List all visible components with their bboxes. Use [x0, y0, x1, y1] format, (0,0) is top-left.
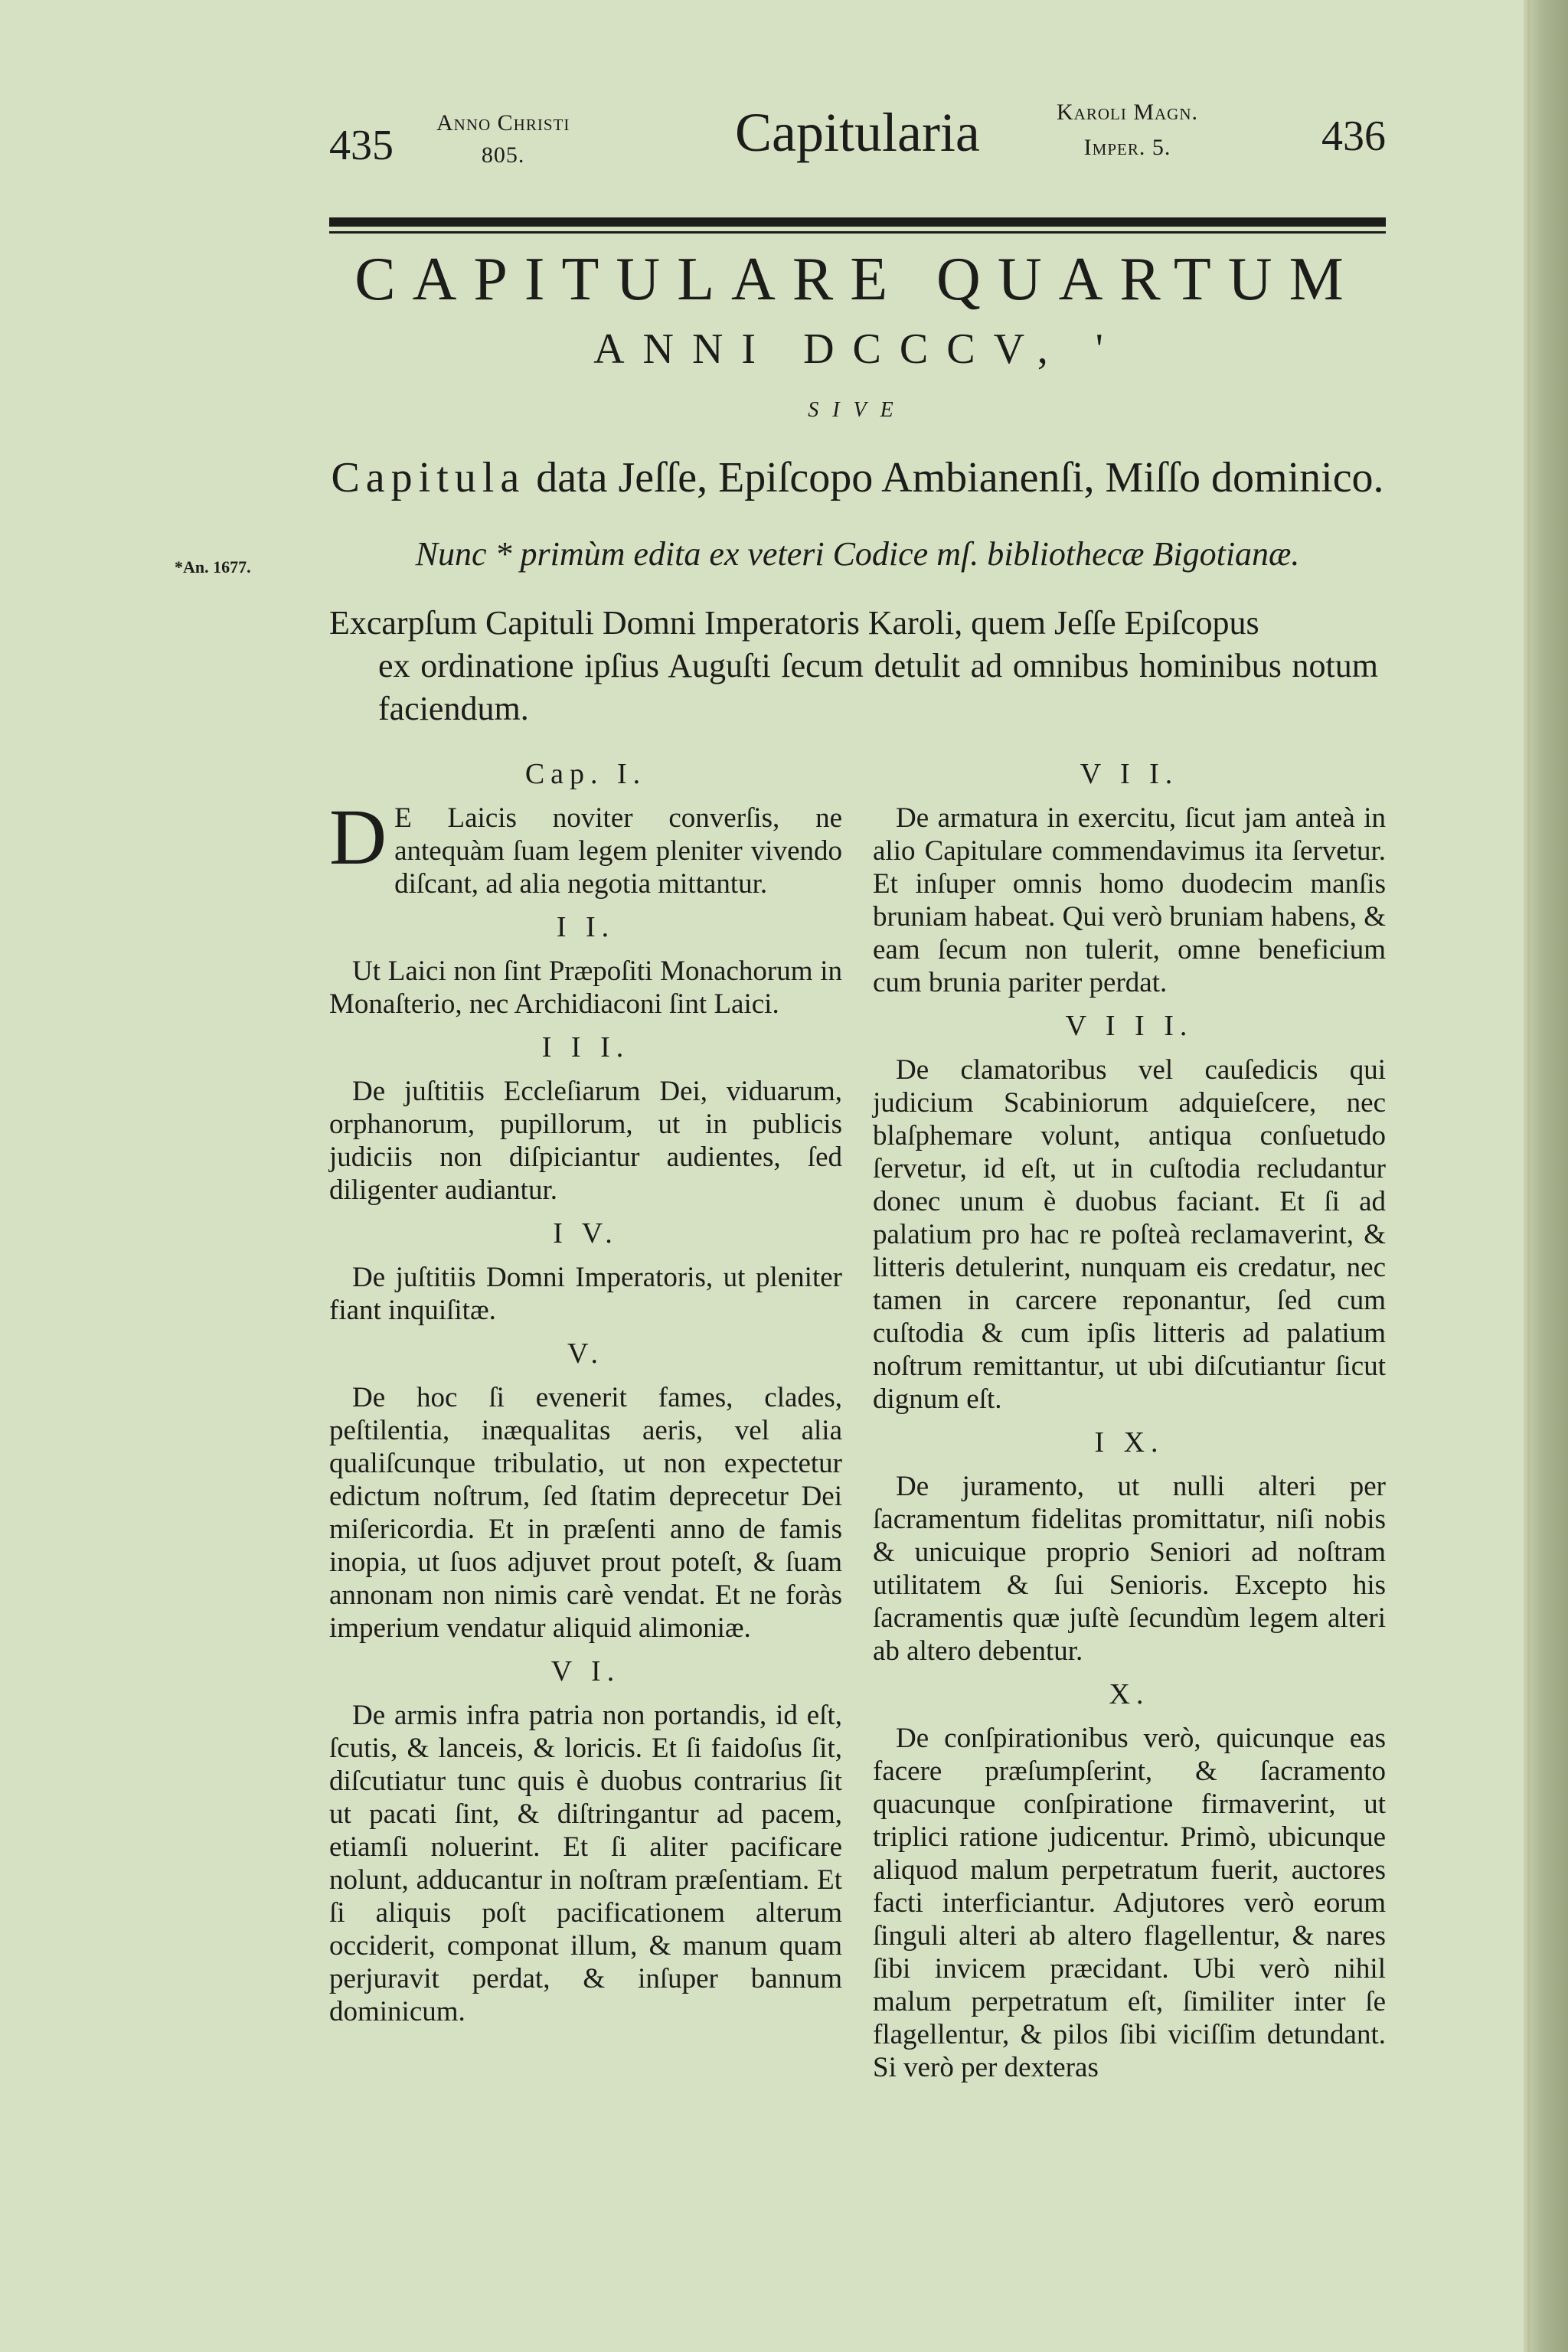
chapter-heading-9: I X. [1094, 1426, 1165, 1459]
chapter-text-1 [329, 793, 842, 900]
chapter-text-4: De juſtitiis Domni Imperatoris, ut pleniter fiant inquiſitæ. [329, 1262, 842, 1326]
chapter-heading-2: I I. [556, 911, 616, 943]
page-edge-shadow [1524, 0, 1568, 2352]
chapter-heading-1: Cap. I. [524, 758, 647, 790]
page-edge-line [1527, 0, 1530, 2352]
chapter-heading-6: V I. [550, 1655, 621, 1687]
karoli-label: Karoli Magn. [1057, 100, 1198, 125]
page-number-left: 435 [329, 122, 394, 169]
intro-continuation: ex ordinatione ipſius Auguſti ſecum detulit ad omnibus hominibus notum faciendum. [378, 647, 1378, 727]
chapter-heading-10: X. [1109, 1678, 1150, 1710]
intro-paragraph [329, 602, 1378, 730]
left-column [329, 758, 842, 2039]
chapter-text-6: De armis infra patria non portandis, id eſt, ſcutis, & lanceis, & loricis. Et ſi faidoſus ſit, diſcutiatur tunc quis è duobus contrarius ſit ut pacati ſint, & diſtringantur ad pacem, etiamſi noluerint. Et ſi aliter pacificare nolunt, adducantur in noſtram præſentiam. Et ſi aliquis poſt pacificationem alterum occiderit, componat illum, & manum quam perjuravit perdat, & inſuper bannum dominicum. [329, 1700, 842, 2027]
chapter-heading-3: I I I. [541, 1031, 630, 1063]
chapter-text-10: De conſpirationibus verò, quicunque eas facere præſumpſerint, & ſacramento quacunque conſpiratione firmaverint, ut triplici ratione judicentur. Primò, ubicunque aliquod malum perpetratum fuerit, auctores facti interficiantur. Adjutores verò eorum ſinguli alteri ab altero flagellentur, & nares ſibi invicem præcidant. Ubi verò nihil malum perpetratum eſt, ſimiliter inter ſe flagellentur, & pilos ſibi viciſſim detundant. Si verò per dexteras [873, 1723, 1386, 2083]
chapter-text-7: De armatura in exercitu, ſicut jam anteà in alio Capitulare commendavimus ita ſervetur. Et inſuper omnis homo duodecim manſis bruniam habeat. Qui verò bruniam habens, & eam ſecum non tulerit, omne beneficium cum brunia pariter perdat. [873, 802, 1386, 998]
right-column [873, 758, 1386, 2095]
header-rule-thin [329, 231, 1386, 234]
page-number-right: 436 [1321, 113, 1386, 160]
year-line: ANNI DCCCV, ' [593, 325, 1122, 373]
chapter-text-8: De clamatoribus vel cauſedicis qui judicium Scabiniorum adquieſcere, nec blaſphemare volunt, antiqua conſuetudo ſervetur, id eſt, ut in cuſtodia recludantur donec unum è duobus faciant. Et ſi ad palatium pro hac re poſteà reclamaverint, & litteris detulerint, nunquam eis credatur, nec tamen in carcere reponantur, ſed cum cuſtodia & cum ipſis litteris ad palatium noſtrum remittantur, ut ubi diſcutiantur ſicut dignum eſt. [873, 1054, 1386, 1415]
capitula-subtitle [329, 453, 1386, 502]
drop-cap: D [329, 793, 387, 881]
chapter-text-3: De juſtitiis Eccleſiarum Dei, viduarum, orphanorum, pupillorum, ut in publicis judiciis non diſpiciantur audientes, ſed diligenter audiantur. [329, 1076, 842, 1206]
main-title: CAPITULARE QUARTUM [354, 246, 1361, 313]
capitula-rest: data Jeſſe, Epiſcopo Ambianenſi, Miſſo dominico. [525, 454, 1384, 501]
imper-label: Imper. 5. [1083, 135, 1171, 160]
capitula-smallcaps: Capitula [331, 454, 526, 501]
chapter-text-5: De hoc ſi evenerit fames, clades, peſtilentia, inæqualitas aeris, vel alia qualiſcunque tribulatio, ut non expectetur edictum noſtrum, ſed ſtatim deprecetur Dei miſericordia. Et in præſenti anno de famis inopia, ut ſuos adjuvet prout poteſt, & ſuam annonam non nimis carè vendat. Et ne foràs imperium vendatur aliquid alimoniæ. [329, 1382, 842, 1644]
anno-label: Anno Christi [436, 110, 570, 136]
header-anno-christi [436, 107, 570, 172]
chapter-heading-4: I V. [553, 1217, 619, 1250]
margin-note: *An. 1677. [175, 557, 251, 577]
source-line: Nunc * primùm edita ex veteri Codice mſ. bibliothecæ Bigotianæ. [415, 535, 1300, 573]
chapter-heading-8: V I I I. [1065, 1010, 1194, 1042]
chapter-text-2: Ut Laici non ſint Præpoſiti Monachorum in Monaſterio, nec Archidiaconi ſint Laici. [329, 956, 842, 1020]
chapter-text-9: De juramento, ut nulli alteri per ſacramentum fidelitas promittatur, niſi nobis & unicuique proprio Seniori ad noſtram utilitatem & ſui Senioris. Excepto his ſacramentis quæ juſtè ſecundùm legem alteri ab altero debentur. [873, 1471, 1386, 1667]
header-rule-thick [329, 217, 1386, 227]
header-title: Capitularia [735, 102, 980, 163]
intro-first-line: Excarpſum Capituli Domni Imperatoris Karoli, quem Jeſſe Epiſcopus [329, 604, 1259, 642]
header-karoli [1057, 95, 1198, 165]
running-header [329, 92, 1386, 191]
chapter-text-1-body: E Laicis noviter converſis, ne antequàm ſuam legem pleniter vivendo diſcant, ad alia negotia mittantur. [394, 802, 842, 900]
sive-line: SIVE [808, 398, 907, 422]
chapter-heading-7: V I I. [1080, 758, 1179, 790]
anno-year: 805. [481, 142, 525, 168]
chapter-heading-5: V. [567, 1338, 605, 1370]
